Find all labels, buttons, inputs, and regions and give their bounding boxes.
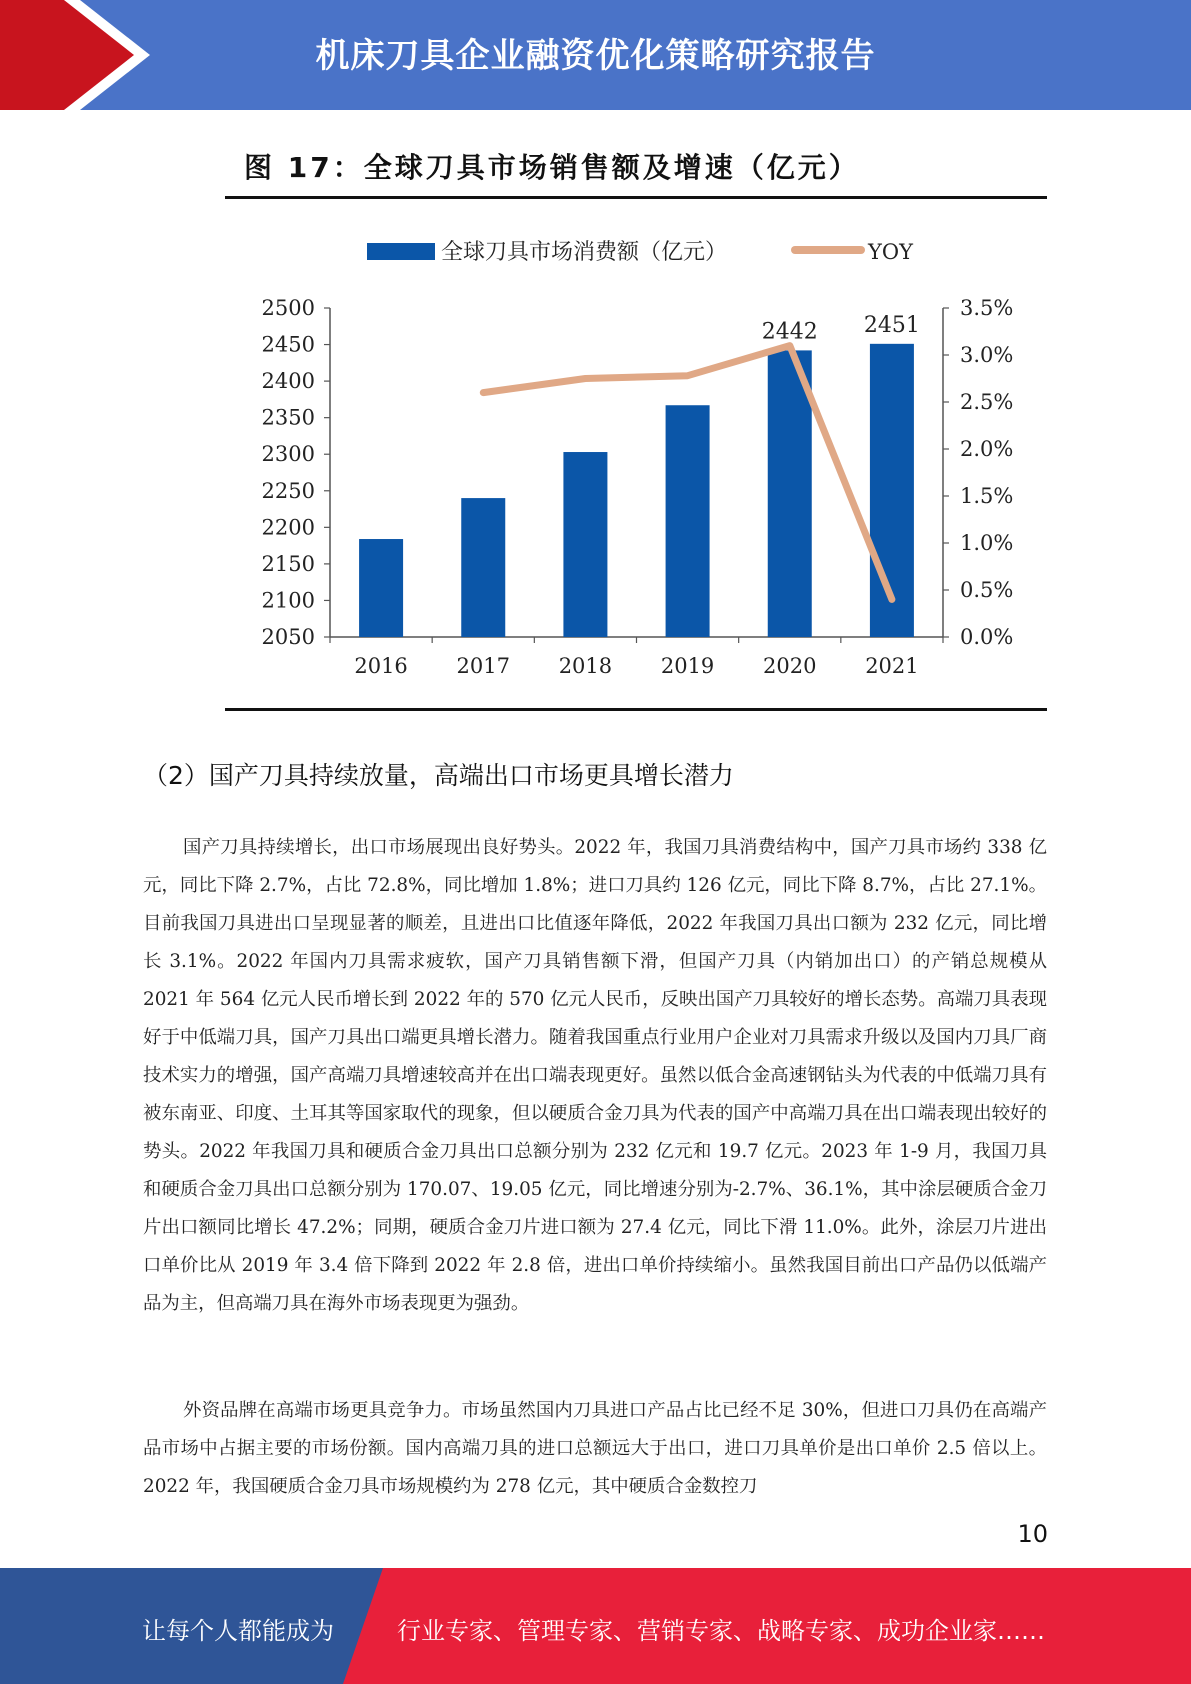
figure-title: 图 17：全球刀具市场销售额及增速（亿元） <box>244 151 860 184</box>
left-tick-label: 2250 <box>261 478 315 503</box>
x-tick-label: 2016 <box>354 654 408 678</box>
figure-bottom-rule <box>225 708 1047 711</box>
left-tick-label: 2150 <box>261 551 315 576</box>
right-tick-label: 2.5% <box>960 390 1014 414</box>
footer-slogan-left: 让每个人都能成为 <box>142 1617 334 1645</box>
left-tick-label: 2350 <box>261 405 315 430</box>
bar-2019 <box>666 405 710 637</box>
left-tick-label: 2450 <box>261 332 315 357</box>
legend-bar-swatch <box>367 243 435 260</box>
paragraph-1: 国产刀具持续增长，出口市场展现出良好势头。2022 年，我国刀具消费结构中，国产刀具市场约 338 亿元，同比下降 2.7%，占比 72.8%，同比增加 1.8%；进口刀具约 126 亿元，同比下降 8.7%，占比 27.1%。目前我国刀具进出口呈现显著的顺差，且进出口比值逐年降低，2022 年我国刀具出口额为 232 亿元，同比增长 3.1%。2022 年国内刀具需求疲软，国产刀具销售额下滑，但国产刀具（内销加出口）的产销总规模从 2021 年 564 亿元人民币增长到 2022 年的 570 亿元人民币，反映出国产刀具较好的增长态势。高端刀具表现好于中低端刀具，国产刀具出口端更具增长潜力。随着我国重点行业用户企业对刀具需求升级以及国内刀具厂商技术实力的增强，国产高端刀具增速较高并在出口端表现更好。虽然以低合金高速钢钻头为代表的中低端刀具有被东南亚、印度、土耳其等国家取代的现象，但以硬质合金刀具为代表的国产中高端刀具在出口端表现出较好的势头。2022 年我国刀具和硬质合金刀具出口总额分别为 232 亿元和 19.7 亿元。2023 年 1-9 月，我国刀具和硬质合金刀具出口总额分别为 170.07、19.05 亿元，同比增速分别为-2.7%、36.1%，其中涂层硬质合金刀片出口额同比增长 47.2%；同期，硬质合金刀片进口额为 27.4 亿元，同比下滑 11.0%。此外，涂层刀片进出口单价比从 2019 年 3.4 倍下降到 2022 年 2.8 倍，进出口单价持续缩小。虽然我国目前出口产品仍以低端产品为主，但高端刀具在海外市场表现更为强劲。 <box>143 837 1047 1314</box>
right-tick-label: 1.5% <box>960 484 1014 508</box>
right-tick-label: 3.0% <box>960 343 1014 367</box>
right-tick-label: 1.0% <box>960 531 1014 555</box>
footer-banner <box>0 1568 1191 1684</box>
bar-data-label: 2451 <box>863 312 920 338</box>
x-tick-label: 2019 <box>660 654 715 678</box>
right-tick-label: 0.5% <box>960 578 1014 602</box>
bar-2016 <box>359 539 403 637</box>
left-tick-label: 2400 <box>261 369 315 394</box>
left-tick-label: 2100 <box>261 588 315 613</box>
header-banner <box>0 0 1191 110</box>
legend-line-label: YOY <box>868 240 913 264</box>
paragraph-2: 外资品牌在高端市场更具竞争力。市场虽然国内刀具进口产品占比已经不足 30%，但进口刀具仍在高端产品市场中占据主要的市场份额。国内高端刀具的进口总额远大于出口，进口刀具单价是出口单价 2.5 倍以上。2022 年，我国硬质合金刀具市场规模约为 278 亿元，其中硬质合金数控刀 <box>143 1400 1047 1497</box>
right-tick-label: 3.5% <box>960 296 1014 320</box>
x-tick-label: 2018 <box>558 654 613 678</box>
left-tick-label: 2300 <box>261 442 315 467</box>
right-tick-label: 2.0% <box>960 437 1014 461</box>
figure-top-rule <box>225 196 1047 199</box>
sales-yoy-chart <box>225 210 1047 705</box>
x-tick-label: 2021 <box>865 654 919 678</box>
chart-data-labels <box>762 313 920 345</box>
report-title: 机床刀具企业融资优化策略研究报告 <box>315 36 876 76</box>
x-tick-label: 2020 <box>763 654 817 678</box>
left-tick-label: 2050 <box>261 625 315 649</box>
bar-2017 <box>461 498 505 637</box>
section-heading: （2）国产刀具持续放量，高端出口市场更具增长潜力 <box>143 761 734 790</box>
chart-bars <box>359 344 914 637</box>
right-tick-label: 0.0% <box>960 625 1014 649</box>
bar-2020 <box>768 350 812 637</box>
legend-bar-label: 全球刀具市场消费额（亿元） <box>441 240 728 265</box>
chart-legend <box>367 240 914 265</box>
left-tick-label: 2200 <box>261 515 315 540</box>
x-tick-label: 2017 <box>456 654 510 678</box>
bar-data-label: 2442 <box>761 319 818 345</box>
left-tick-label: 2500 <box>261 296 315 320</box>
footer-slogan-right: 行业专家、管理专家、营销专家、战略专家、成功企业家…… <box>397 1617 1045 1645</box>
bar-2018 <box>563 452 607 637</box>
page-number: 10 <box>1017 1520 1048 1548</box>
